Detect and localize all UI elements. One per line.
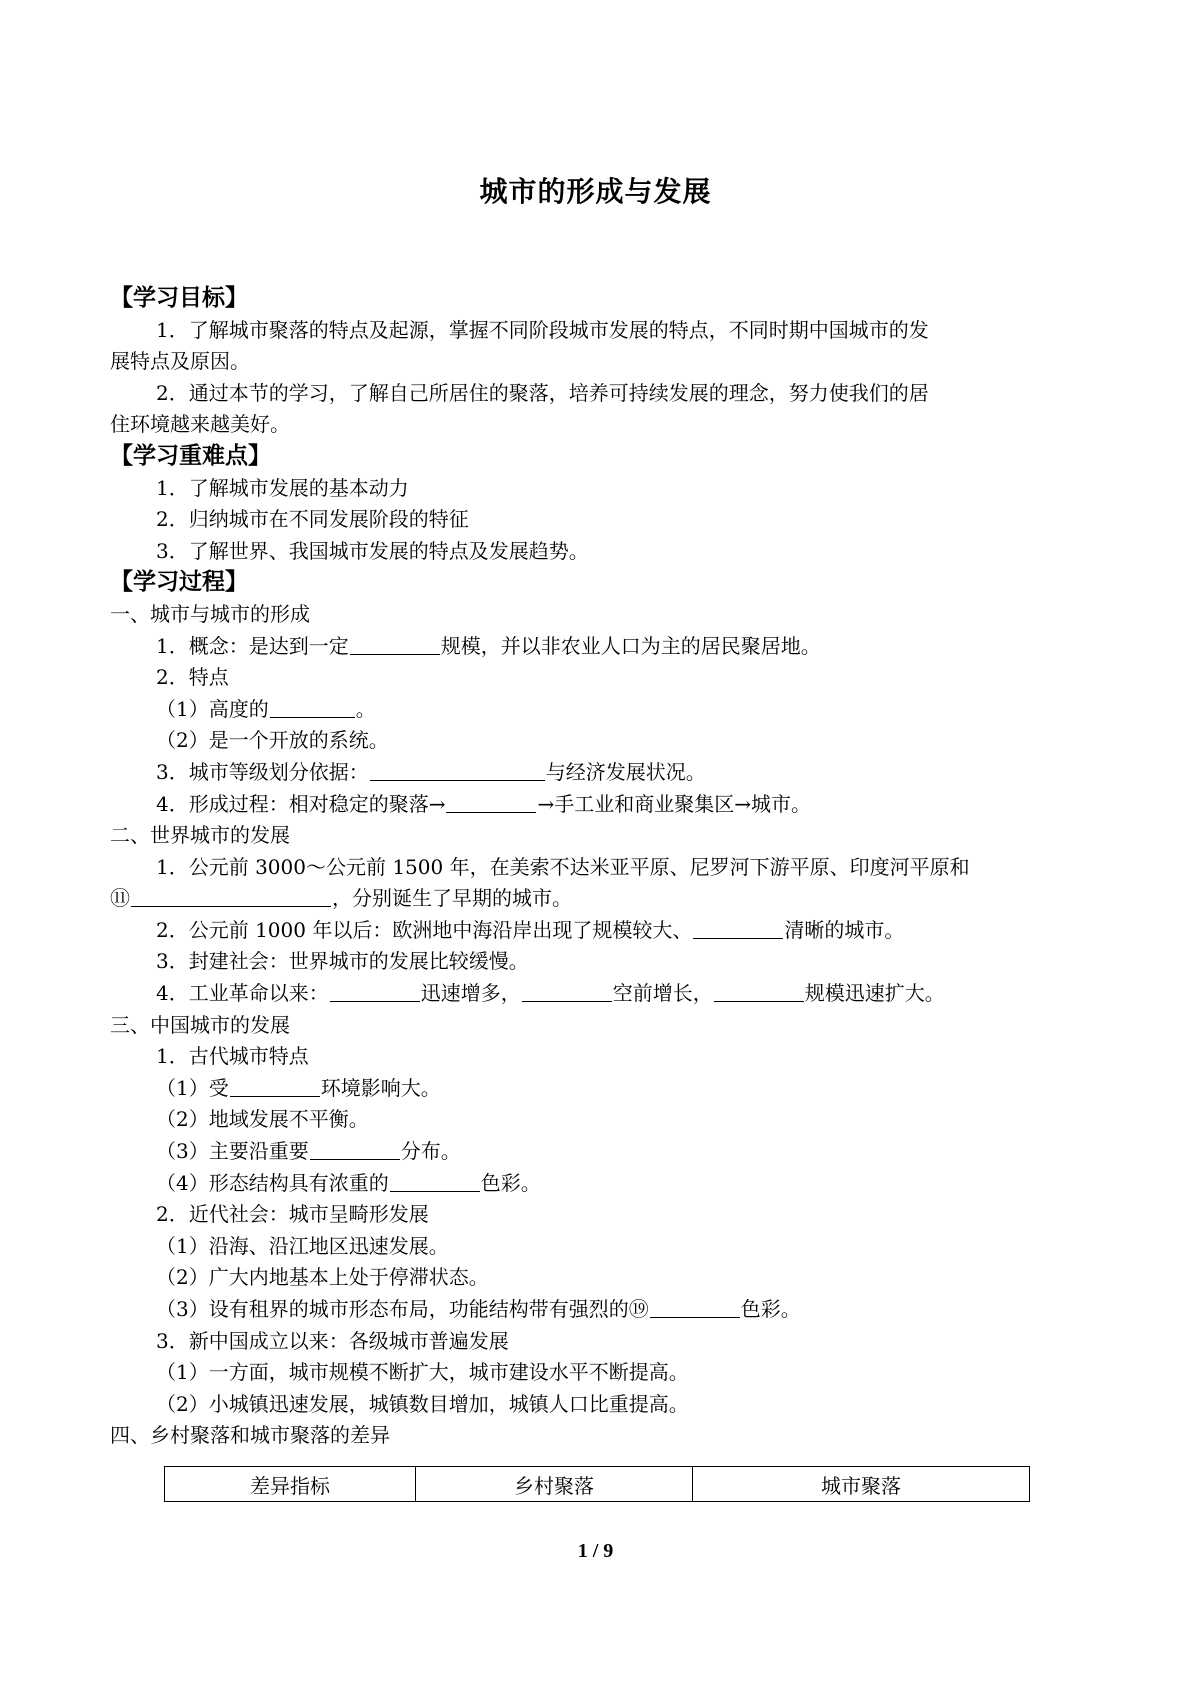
goals-heading: 【学习目标】 (110, 285, 248, 311)
world-city-line-1b: ⑪ ，分别诞生了早期的城市。 (110, 886, 572, 911)
fill-blank[interactable] (522, 981, 612, 1002)
new-china-2-line: （2）小城镇迅速发展，城镇数目增加，城镇人口比重提高。 (156, 1391, 689, 1416)
difference-table (164, 1466, 1030, 1502)
ancient-3-line: （3）主要沿重要 分布。 (156, 1139, 461, 1164)
fill-blank[interactable] (650, 1297, 740, 1318)
fill-blank[interactable] (370, 760, 545, 781)
world-city-line-3: 3．封建社会：世界城市的发展比较缓慢。 (156, 949, 529, 974)
key-points-heading: 【学习重难点】 (110, 442, 271, 469)
formation-line: 4．形成过程：相对稳定的聚落→ →手工业和商业聚集区→城市。 (156, 791, 811, 816)
ancient-label: 1．古代城市特点 (156, 1044, 309, 1069)
document-body (110, 283, 1090, 1452)
feature-2-line: （2）是一个开放的系统。 (156, 728, 389, 753)
fill-blank[interactable] (350, 634, 440, 655)
key-point-item: 1．了解城市发展的基本动力 (156, 475, 409, 500)
page-title: 城市的形成与发展 (479, 175, 712, 208)
table-header-cell: 乡村聚落 (416, 1467, 693, 1502)
process-heading: 【学习过程】 (110, 569, 248, 596)
modern-2-line: （2）广大内地基本上处于停滞状态。 (156, 1265, 489, 1290)
fill-blank[interactable] (390, 1171, 480, 1192)
fill-blank[interactable] (330, 981, 420, 1002)
world-city-line-4: 4．工业革命以来： 迅速增多， 空前增长， 规模迅速扩大。 (156, 981, 945, 1006)
table-header-row (165, 1467, 1030, 1502)
modern-1-line: （1）沿海、沿江地区迅速发展。 (156, 1233, 449, 1258)
key-point-item: 2．归纳城市在不同发展阶段的特征 (156, 507, 469, 532)
fill-blank[interactable] (310, 1139, 400, 1160)
goal-2-line-a: 2．通过本节的学习，了解自己所居住的聚落，培养可持续发展的理念，努力使我们的居 (156, 380, 929, 405)
new-china-label: 3．新中国成立以来：各级城市普遍发展 (156, 1328, 509, 1353)
part1-title: 一、城市与城市的形成 (110, 601, 310, 626)
modern-label: 2．近代社会：城市呈畸形发展 (156, 1202, 429, 1227)
modern-3-line: （3）设有租界的城市形态布局，功能结构带有强烈的⑲ 色彩。 (156, 1297, 801, 1321)
page-number: 1 / 9 (577, 1540, 614, 1562)
ancient-4-line: （4）形态结构具有浓重的 色彩。 (156, 1170, 541, 1195)
ancient-2-line: （2）地域发展不平衡。 (156, 1107, 369, 1132)
part3-title: 三、中国城市的发展 (110, 1012, 290, 1037)
key-point-item: 3．了解世界、我国城市发展的特点及发展趋势。 (156, 538, 589, 563)
fill-blank[interactable] (446, 792, 536, 813)
table-header-cell: 城市聚落 (693, 1467, 1030, 1502)
world-city-line-2: 2．公元前 1000 年以后：欧洲地中海沿岸出现了规模较大、 清晰的城市。 (156, 917, 905, 942)
part4-title: 四、乡村聚落和城市聚落的差异 (110, 1423, 390, 1448)
fill-blank[interactable] (230, 1076, 320, 1097)
fill-blank[interactable] (131, 886, 331, 907)
ancient-1-line: （1）受 环境影响大。 (156, 1075, 441, 1100)
grade-line: 3．城市等级划分依据： 与经济发展状况。 (156, 759, 706, 784)
part2-title: 二、世界城市的发展 (110, 823, 290, 848)
fill-blank[interactable] (714, 981, 804, 1002)
fill-blank[interactable] (693, 918, 783, 939)
concept-line: 1．概念：是达到一定 规模，并以非农业人口为主的居民聚居地。 (156, 633, 821, 658)
goal-1-line-a: 1．了解城市聚落的特点及起源，掌握不同阶段城市发展的特点，不同时期中国城市的发 (156, 317, 929, 342)
fill-blank[interactable] (270, 697, 355, 718)
features-label: 2．特点 (156, 665, 229, 690)
table-header-cell: 差异指标 (165, 1467, 416, 1502)
goal-1-line-b: 展特点及原因。 (110, 349, 250, 374)
goal-2-line-b: 住环境越来越美好。 (110, 412, 290, 437)
new-china-1-line: （1）一方面，城市规模不断扩大，城市建设水平不断提高。 (156, 1360, 689, 1385)
feature-1-line: （1）高度的 。 (156, 696, 376, 721)
world-city-line-1a: 1．公元前 3000～公元前 1500 年，在美索不达米亚平原、尼罗河下游平原、印度河平原和 (156, 854, 970, 879)
